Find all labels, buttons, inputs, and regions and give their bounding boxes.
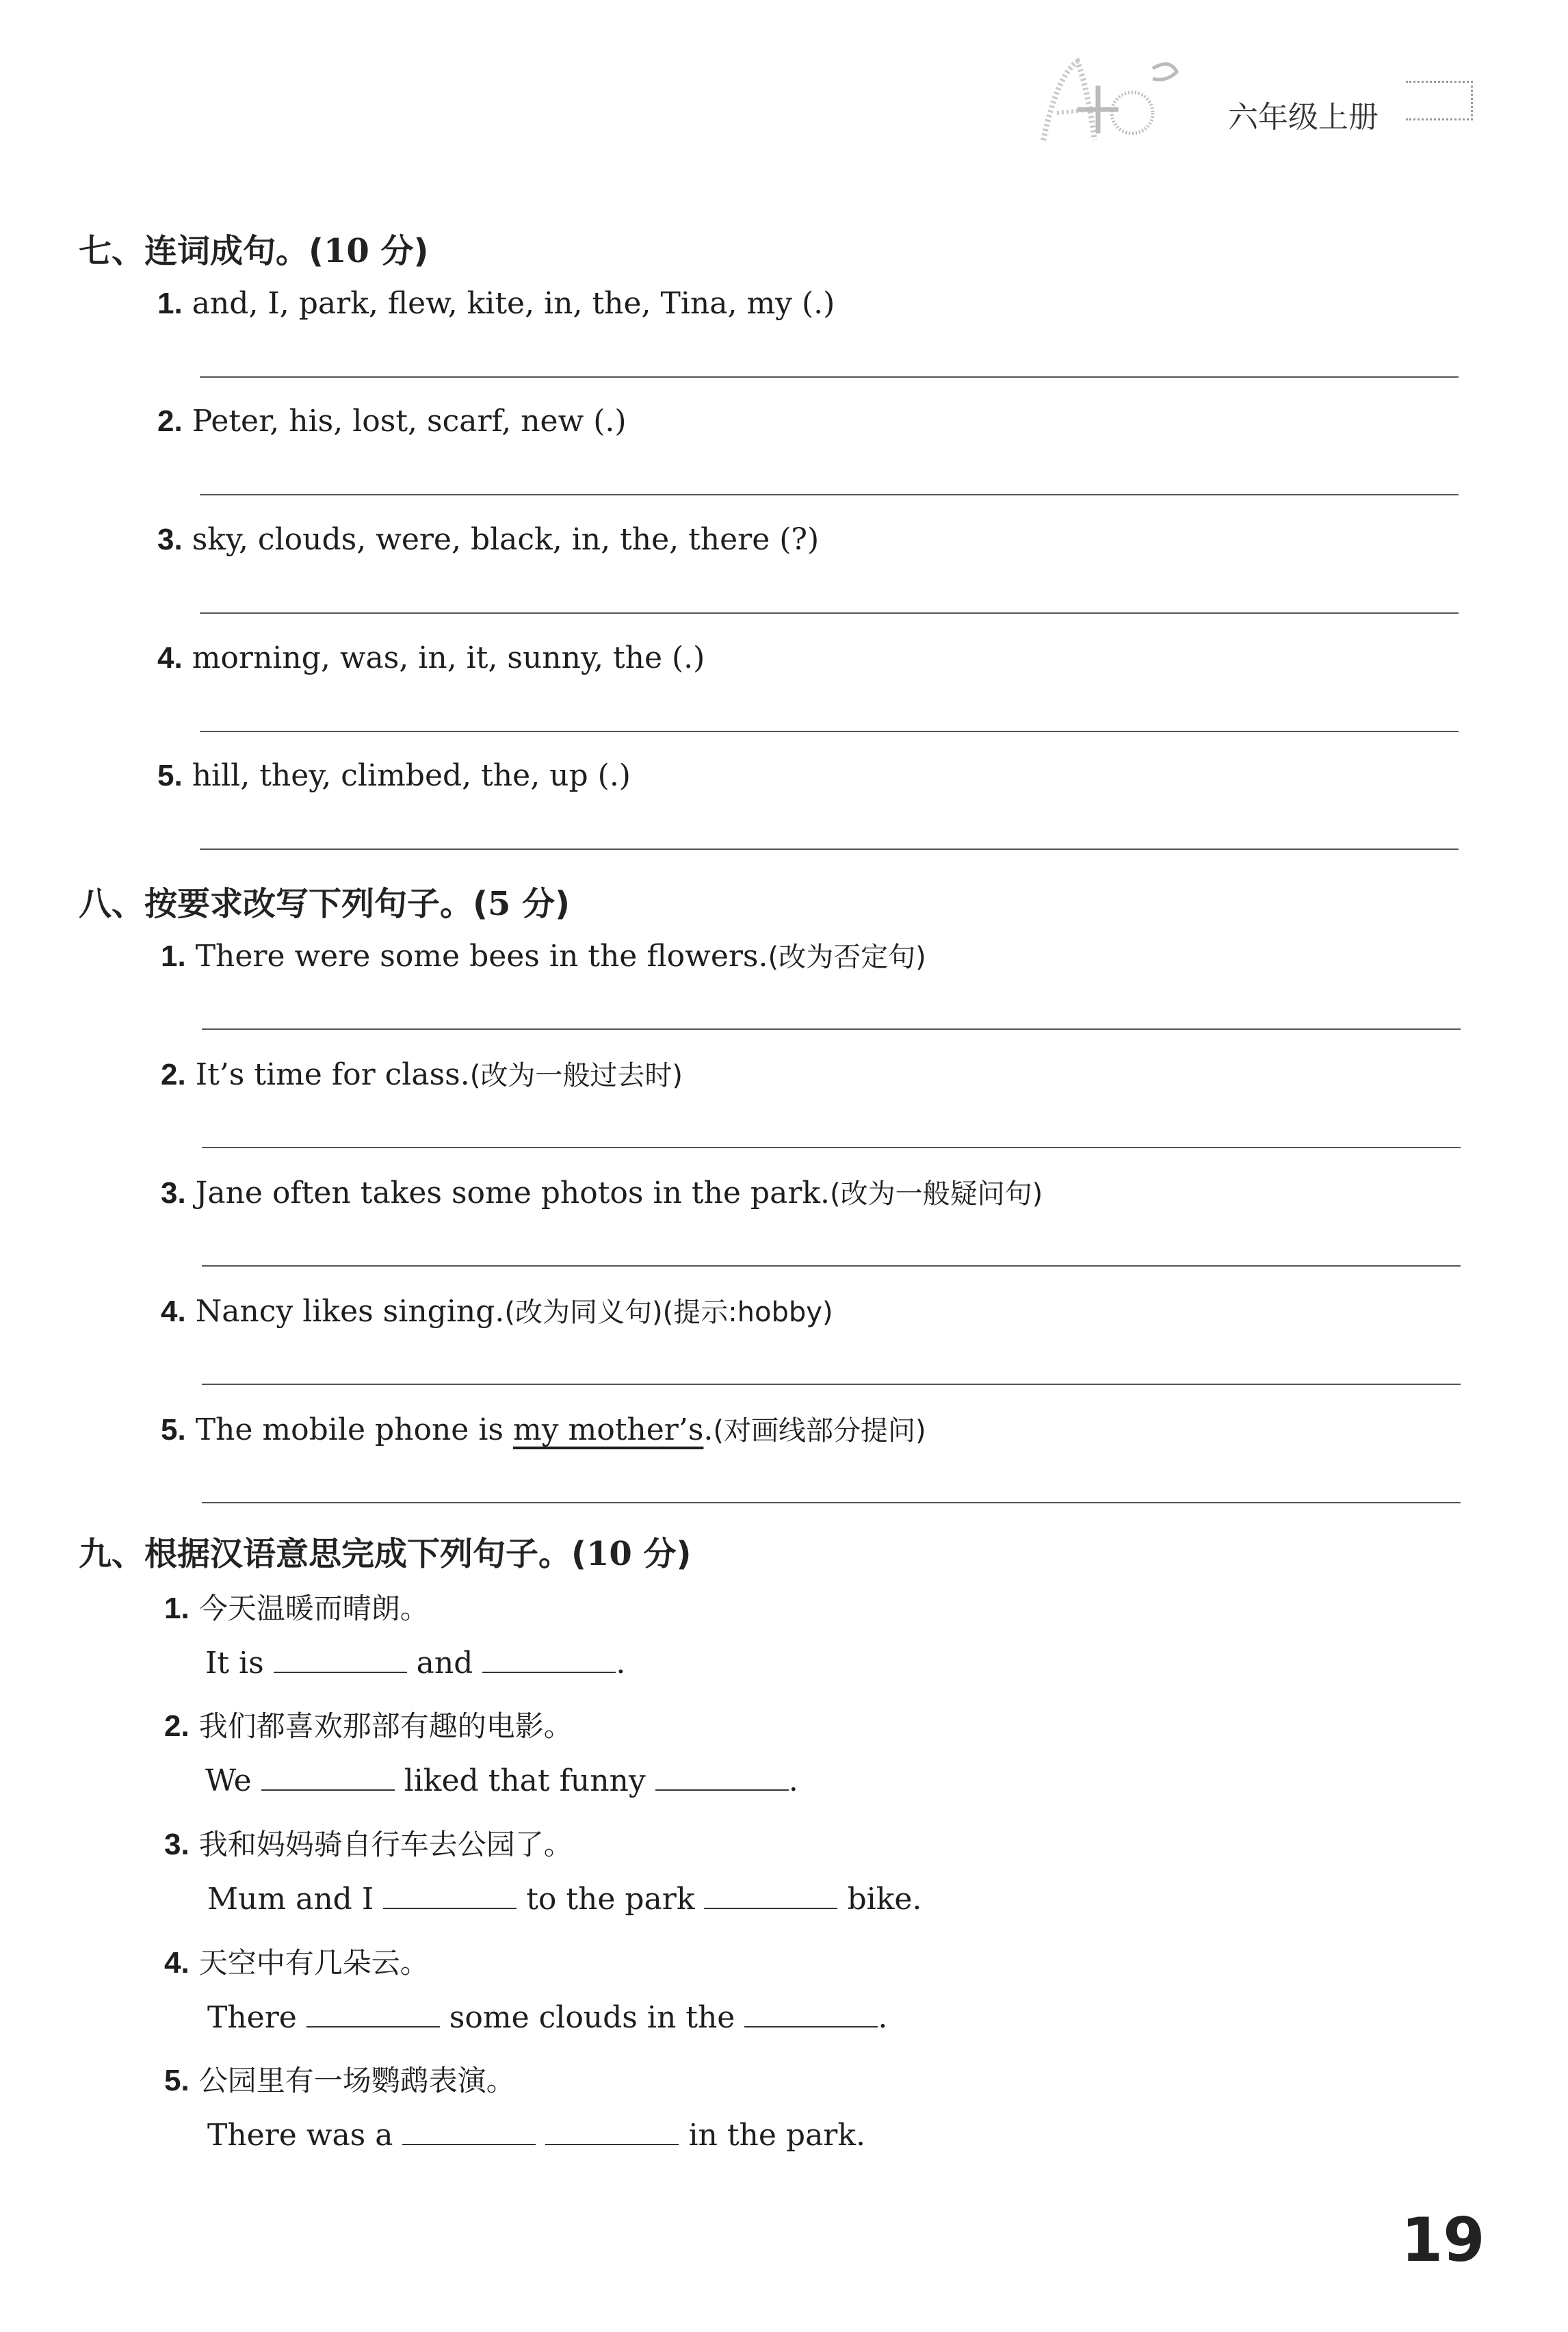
aplus-logo-icon <box>1030 48 1187 151</box>
list-item: 4. morning, was, in, it, sunny, the (.) <box>157 640 705 675</box>
answer-line[interactable] <box>200 612 1459 614</box>
list-item: 5. The mobile phone is my mother’s.(对画线部分提问) <box>161 1412 926 1447</box>
list-item: 3. 我和妈妈骑自行车去公园了。 <box>164 1828 573 1861</box>
section-9-title: 九、根据汉语意思完成下列句子。(10 分) <box>79 1535 692 1573</box>
list-item: 1. and, I, park, flew, kite, in, the, Tina, my (.) <box>157 286 835 321</box>
answer-line[interactable] <box>200 494 1459 495</box>
list-item: 2. Peter, his, lost, scarf, new (.) <box>157 404 627 439</box>
fill-in-sentence: There was a in the park. <box>207 2118 865 2153</box>
answer-line[interactable] <box>202 1384 1461 1385</box>
list-item: 4. Nancy likes singing.(改为同义句)(提示:hobby) <box>161 1294 833 1329</box>
list-item: 1. There were some bees in the flowers.(改为否定句) <box>161 939 926 974</box>
answer-line[interactable] <box>202 1265 1461 1267</box>
blank[interactable] <box>274 1647 407 1673</box>
blank[interactable] <box>306 2001 440 2027</box>
section-8-title: 八、按要求改写下列句子。(5 分) <box>79 885 571 923</box>
header-grade: 六年级上册 <box>1228 100 1378 135</box>
answer-line[interactable] <box>202 1147 1461 1148</box>
answer-line[interactable] <box>200 848 1459 850</box>
list-item: 5. 公园里有一场鹦鹉表演。 <box>164 2064 515 2097</box>
answer-line[interactable] <box>202 1502 1461 1503</box>
fill-in-sentence: It is and . <box>205 1646 626 1681</box>
underlined-phrase: my mother’s <box>512 1412 704 1447</box>
list-item: 3. sky, clouds, were, black, in, the, there (?) <box>157 522 820 557</box>
fill-in-sentence: Mum and I to the park bike. <box>207 1882 922 1917</box>
blank[interactable] <box>402 2119 536 2145</box>
blank[interactable] <box>655 1765 789 1791</box>
list-item: 2. 我们都喜欢那部有趣的电影。 <box>164 1709 573 1743</box>
blank[interactable] <box>545 2119 679 2145</box>
blank[interactable] <box>704 1883 837 1909</box>
list-item: 2. It’s time for class.(改为一般过去时) <box>161 1057 683 1092</box>
fill-in-sentence: We liked that funny . <box>205 1763 798 1798</box>
page-number: 19 <box>1401 2205 1485 2275</box>
answer-line[interactable] <box>202 1028 1461 1030</box>
blank[interactable] <box>383 1883 517 1909</box>
list-item: 1. 今天温暖而晴朗。 <box>164 1592 429 1625</box>
answer-line[interactable] <box>200 731 1459 732</box>
blank[interactable] <box>744 2001 878 2027</box>
section-7-title: 七、连词成句。(10 分) <box>79 232 429 270</box>
blank[interactable] <box>261 1765 395 1791</box>
header-decoration <box>1406 81 1473 120</box>
answer-line[interactable] <box>200 376 1459 378</box>
blank[interactable] <box>482 1647 616 1673</box>
list-item: 4. 天空中有几朵云。 <box>164 1946 429 1980</box>
list-item: 5. hill, they, climbed, the, up (.) <box>157 758 631 793</box>
list-item: 3. Jane often takes some photos in the park.(改为一般疑问句) <box>161 1176 1043 1210</box>
fill-in-sentence: There some clouds in the . <box>207 2000 888 2035</box>
